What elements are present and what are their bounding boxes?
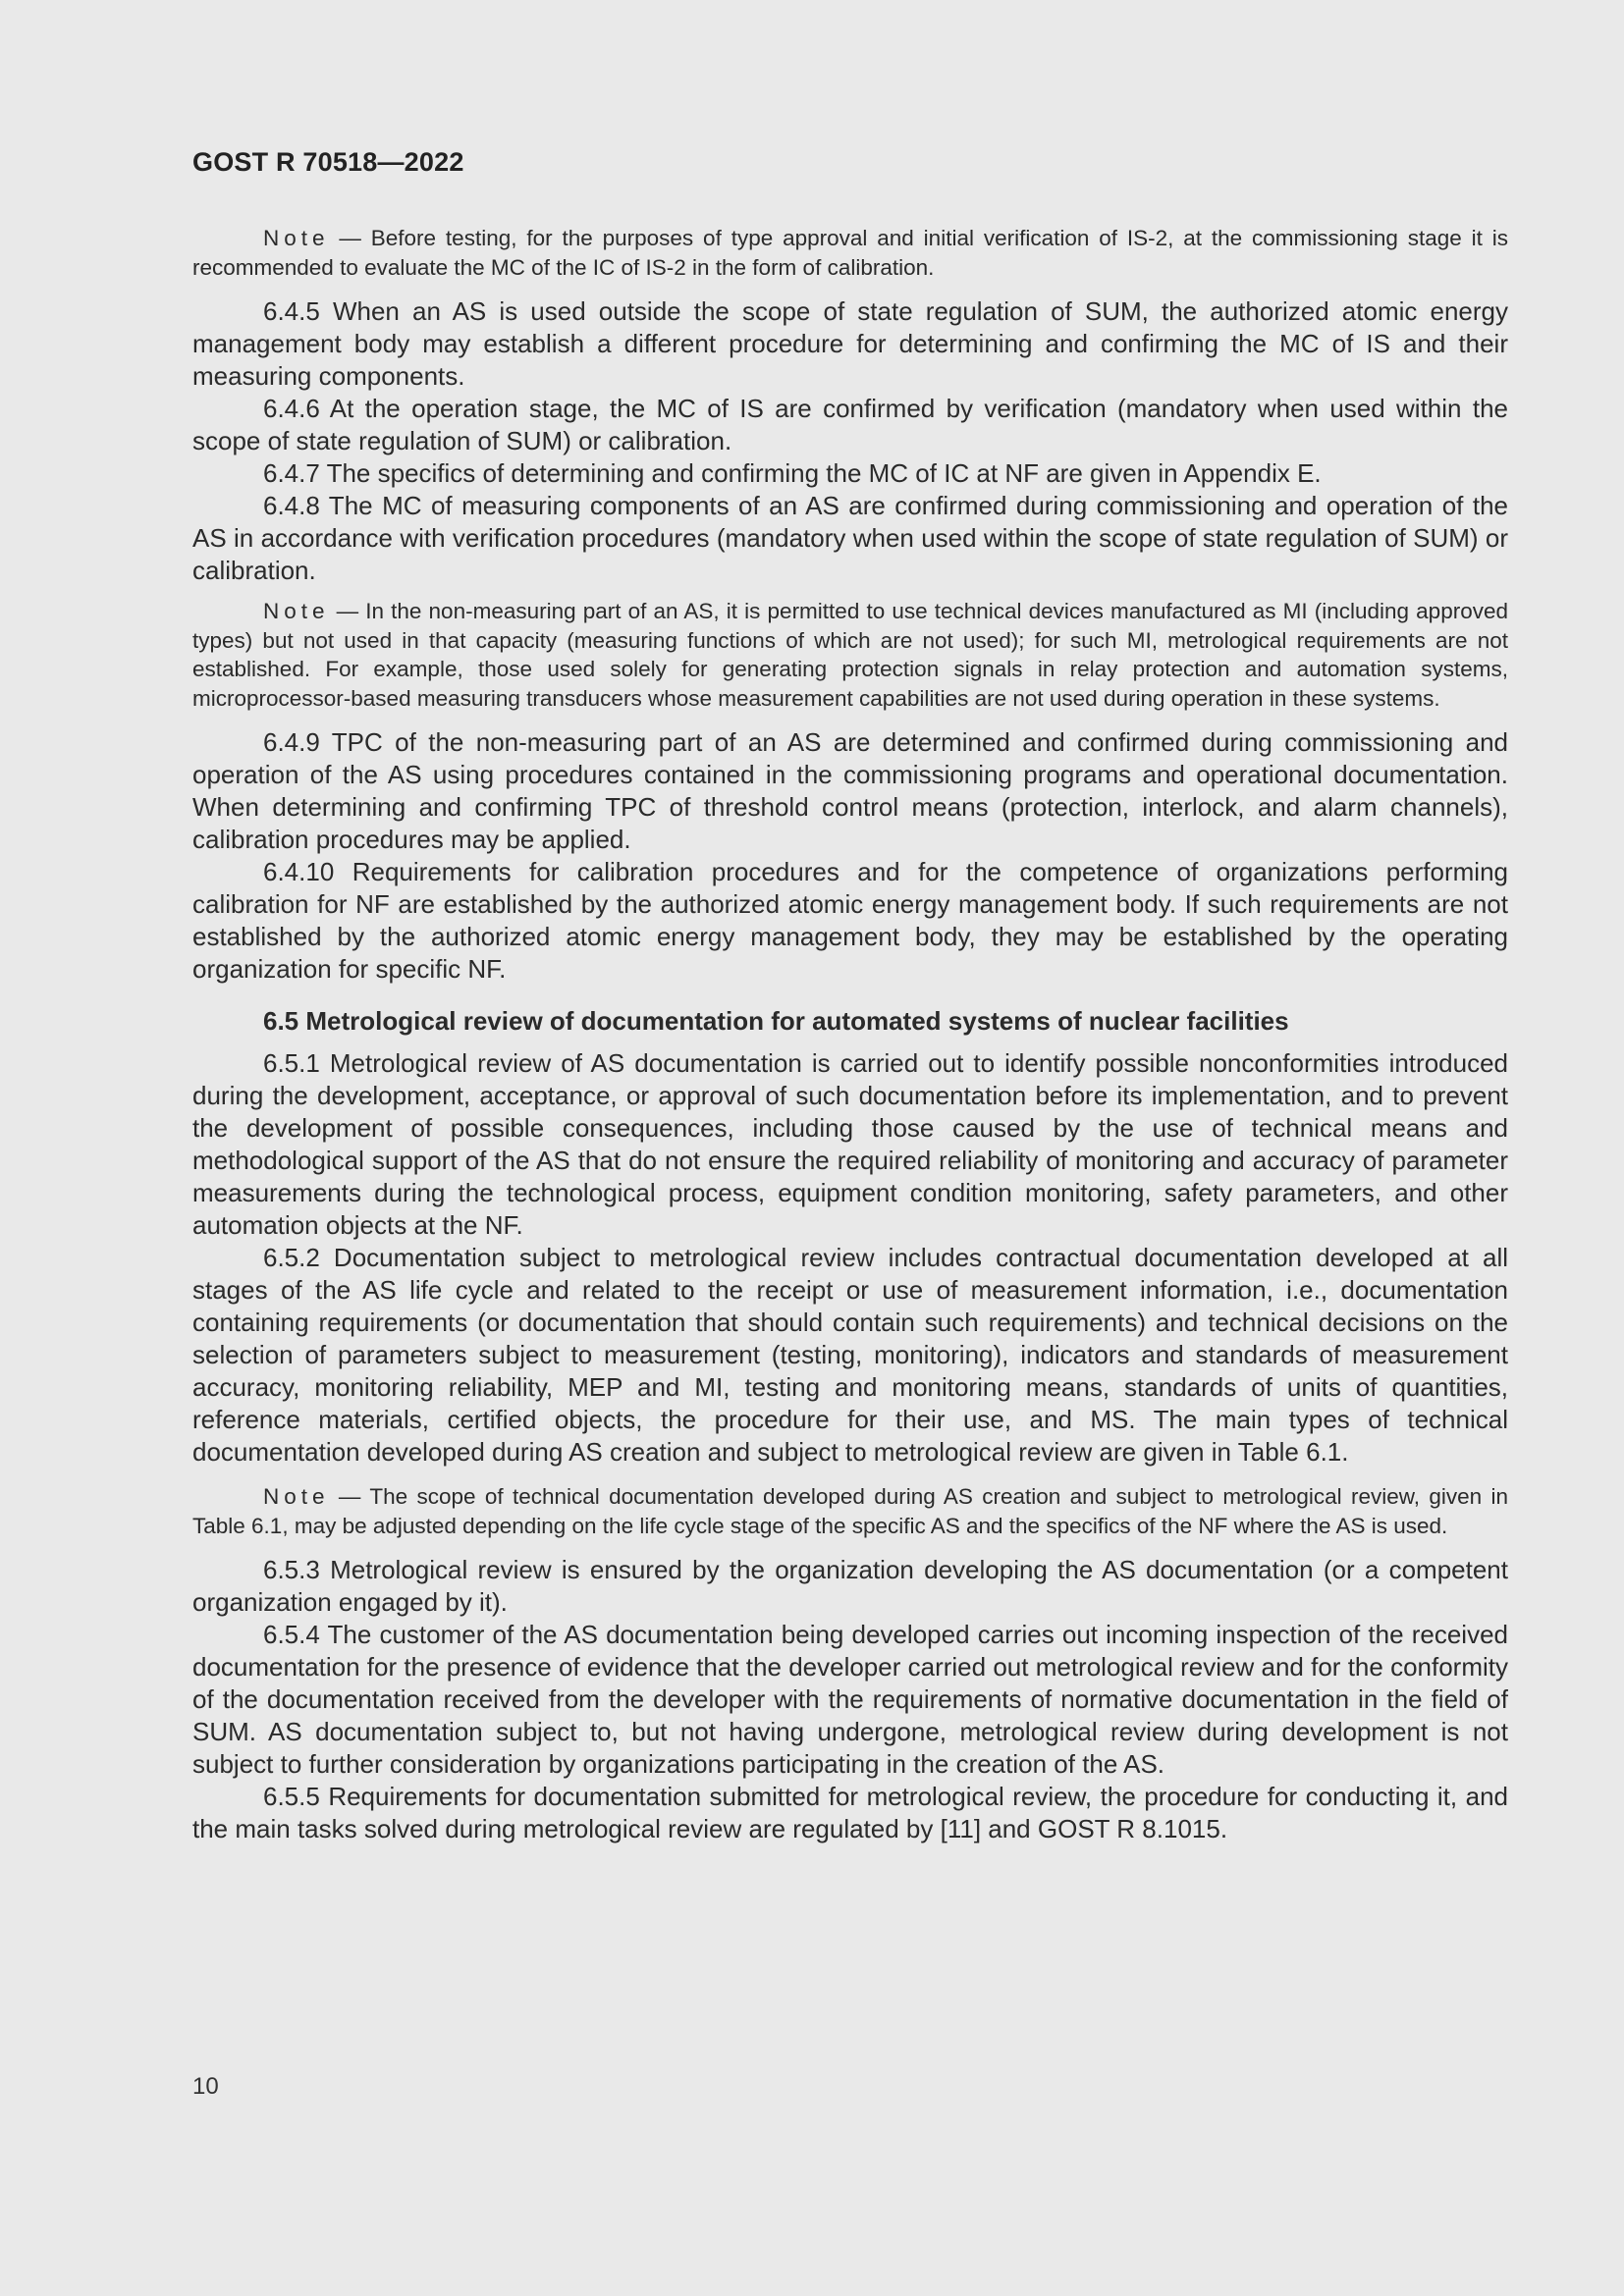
note-label: Note [263, 599, 330, 623]
paragraph-6-4-10: 6.4.10 Requirements for calibration procedures and for the competence of organizations performing calibration for NF are established by the authorized atomic energy management body. If such requirements are not established by the authorized atomic energy management body, they may be established by the operating organization for specific NF. [192, 857, 1508, 984]
section-heading-6-5: 6.5 Metrological review of documentation for automated systems of nuclear facilities [263, 1006, 1289, 1036]
paragraph-6-4-8: 6.4.8 The MC of measuring components of an AS are confirmed during commissioning and operation of the AS in accordance with verification procedures (mandatory when used within the scope of state regulation of SUM) or calibration. [192, 491, 1508, 585]
note-label: Note [263, 226, 330, 250]
note-text: — In the non-measuring part of an AS, it is permitted to use technical devices manufactured as MI (including approved types) but not used in that capacity (measuring functions of which are not used); for such MI, metrological requirements are not established. For example, those used solely for generating protection signals in relay protection and automation systems, microprocessor-based measuring transducers whose measurement capabilities are not used during operation in these systems. [192, 599, 1508, 711]
note-label: Note [263, 1484, 330, 1509]
document-header: GOST R 70518—2022 [192, 147, 464, 177]
paragraph-6-4-6: 6.4.6 At the operation stage, the MC of IS are confirmed by verification (mandatory when used within the scope of state regulation of SUM) or calibration. [192, 394, 1508, 455]
note-paragraph [192, 1482, 1508, 1540]
note-paragraph [192, 597, 1508, 713]
paragraph-6-4-5: 6.4.5 When an AS is used outside the scope of state regulation of SUM, the authorized atomic energy management body may establish a different procedure for determining and confirming the MC of IS and their measuring components. [192, 296, 1508, 391]
note-text: — Before testing, for the purposes of type approval and initial verification of IS-2, at the commissioning stage it is recommended to evaluate the MC of the IC of IS-2 in the form of calibration. [192, 226, 1508, 280]
page-content [192, 224, 1508, 1845]
paragraph-6-5-4: 6.5.4 The customer of the AS documentation being developed carries out incoming inspection of the received documentation for the presence of evidence that the developer carried out metrological review and for the conformity of the documentation received from the developer with the requirements of normative documentation in the field of SUM. AS documentation subject to, but not having undergone, metrological review during development is not subject to further consideration by organizations participating in the creation of the AS. [192, 1620, 1508, 1779]
paragraph-6-5-1: 6.5.1 Metrological review of AS documentation is carried out to identify possible nonconformities introduced during the development, acceptance, or approval of such documentation before its implementation, and to prevent the development of possible consequences, including those caused by the use of technical means and methodological support of the AS that do not ensure the required reliability of monitoring and accuracy of parameter measurements during the technological process, equipment condition monitoring, safety parameters, and other automation objects at the NF. [192, 1048, 1508, 1240]
paragraph-6-4-7: 6.4.7 The specifics of determining and confirming the MC of IC at NF are given in Appendix E. [263, 458, 1322, 488]
page-number: 10 [192, 2073, 219, 2100]
note-paragraph [192, 224, 1508, 282]
paragraph-6-5-5: 6.5.5 Requirements for documentation submitted for metrological review, the procedure for conducting it, and the main tasks solved during metrological review are regulated by [11] and GOST R 8.1015. [192, 1782, 1508, 1843]
paragraph-6-5-2: 6.5.2 Documentation subject to metrological review includes contractual documentation developed at all stages of the AS life cycle and related to the receipt or use of measurement information, i.e., documentation containing requirements (or documentation that should contain such requirements) and technical decisions on the selection of parameters subject to measurement (testing, monitoring), indicators and standards of measurement accuracy, monitoring reliability, MEP and MI, testing and monitoring means, standards of units of quantities, reference materials, certified objects, the procedure for their use, and MS. The main types of technical documentation developed during AS creation and subject to metrological review are given in Table 6.1. [192, 1243, 1508, 1467]
paragraph-6-5-3: 6.5.3 Metrological review is ensured by the organization developing the AS documentation (or a competent organization engaged by it). [192, 1555, 1508, 1617]
note-text: — The scope of technical documentation developed during AS creation and subject to metrological review, given in Table 6.1, may be adjusted depending on the life cycle stage of the specific AS and the specifics of the NF where the AS is used. [192, 1484, 1508, 1538]
paragraph-6-4-9: 6.4.9 TPC of the non-measuring part of an AS are determined and confirmed during commissioning and operation of the AS using procedures contained in the commissioning programs and operational documentation. When determining and confirming TPC of threshold control means (protection, interlock, and alarm channels), calibration procedures may be applied. [192, 727, 1508, 854]
